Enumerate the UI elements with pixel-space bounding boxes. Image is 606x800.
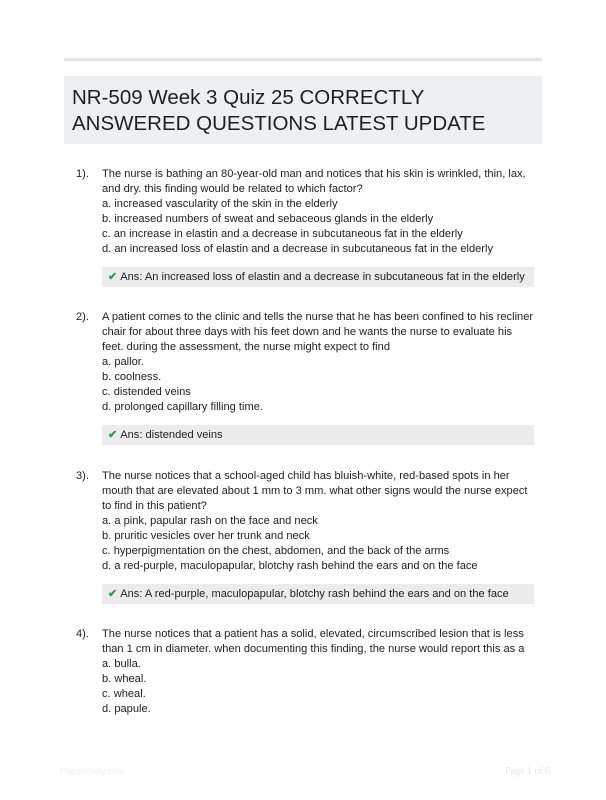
question-text: The nurse notices that a patient has a solid, elevated, circumscribed lesion that is less than 1 cm in diameter. when documenting this finding, the nurse would report this as a [102, 628, 527, 655]
answer-box [102, 267, 534, 287]
question-text: The nurse notices that a school-aged child has bluish-white, red-based spots in her mouth that are elevated about 1 mm to 3 mm. what other signs would the nurse expect to find in this patient? [102, 470, 531, 512]
option-d: d. papule. [102, 703, 151, 715]
option-b: b. wheal. [102, 673, 147, 685]
question-2 [64, 310, 542, 445]
answer-text: Ans: distended veins [120, 429, 223, 441]
option-b: b. increased numbers of sweat and sebaceous glands in the elderly [102, 213, 434, 225]
check-icon: ✔ [108, 271, 118, 283]
option-c: c. distended veins [102, 386, 191, 398]
option-d: d. a red-purple, maculopapular, blotchy rash behind the ears and on the face [102, 560, 478, 572]
option-a: a. a pink, papular rash on the face and neck [102, 515, 318, 527]
option-d: d. prolonged capillary filling time. [102, 401, 263, 413]
option-a: a. bulla. [102, 658, 141, 670]
document-title: NR-509 Week 3 Quiz 25 CORRECTLY ANSWERED QUESTIONS LATEST UPDATE [72, 86, 486, 135]
option-a: a. increased vascularity of the skin in the elderly [102, 198, 338, 210]
option-d: d. an increased loss of elastin and a decrease in subcutaneous fat in the elderly [102, 243, 493, 255]
question-text: The nurse is bathing an 80-year-old man and notices that his skin is wrinkled, thin, lax, and dry. this finding would be related to which factor? [102, 168, 529, 195]
question-number: 3). [76, 470, 89, 482]
option-b: b. pruritic vesicles over her trunk and neck [102, 530, 310, 542]
question-number: 4). [76, 628, 89, 640]
page-number: Page 1 of 6 [505, 766, 551, 777]
answer-text: Ans: An increased loss of elastin and a decrease in subcutaneous fat in the elderly [120, 271, 525, 283]
answer-text: Ans: A red-purple, maculopapular, blotchy rash behind the ears and on the face [120, 588, 509, 600]
question-1 [64, 167, 542, 287]
question-4 [64, 627, 542, 717]
question-number: 1). [76, 168, 89, 180]
footer-site-watermark: Paperstudy.com [60, 766, 125, 776]
check-icon: ✔ [108, 429, 118, 441]
option-c: c. hyperpigmentation on the chest, abdomen, and the back of the arms [102, 545, 450, 557]
question-number: 2). [76, 311, 89, 323]
answer-box [102, 425, 534, 445]
option-b: b. coolness. [102, 371, 162, 383]
option-c: c. wheal. [102, 688, 146, 700]
option-c: c. an increase in elastin and a decrease in subcutaneous fat in the elderly [102, 228, 463, 240]
top-divider [64, 58, 542, 61]
question-text: A patient comes to the clinic and tells the nurse that he has been confined to his recliner chair for about three days with his feet down and he wants the nurse to evaluate his feet. during the assessment, the nurse might expect to find [102, 311, 537, 353]
title-banner [64, 76, 542, 144]
option-a: a. pallor. [102, 356, 144, 368]
answer-box [102, 584, 534, 604]
check-icon: ✔ [108, 588, 118, 600]
question-3 [64, 469, 542, 604]
